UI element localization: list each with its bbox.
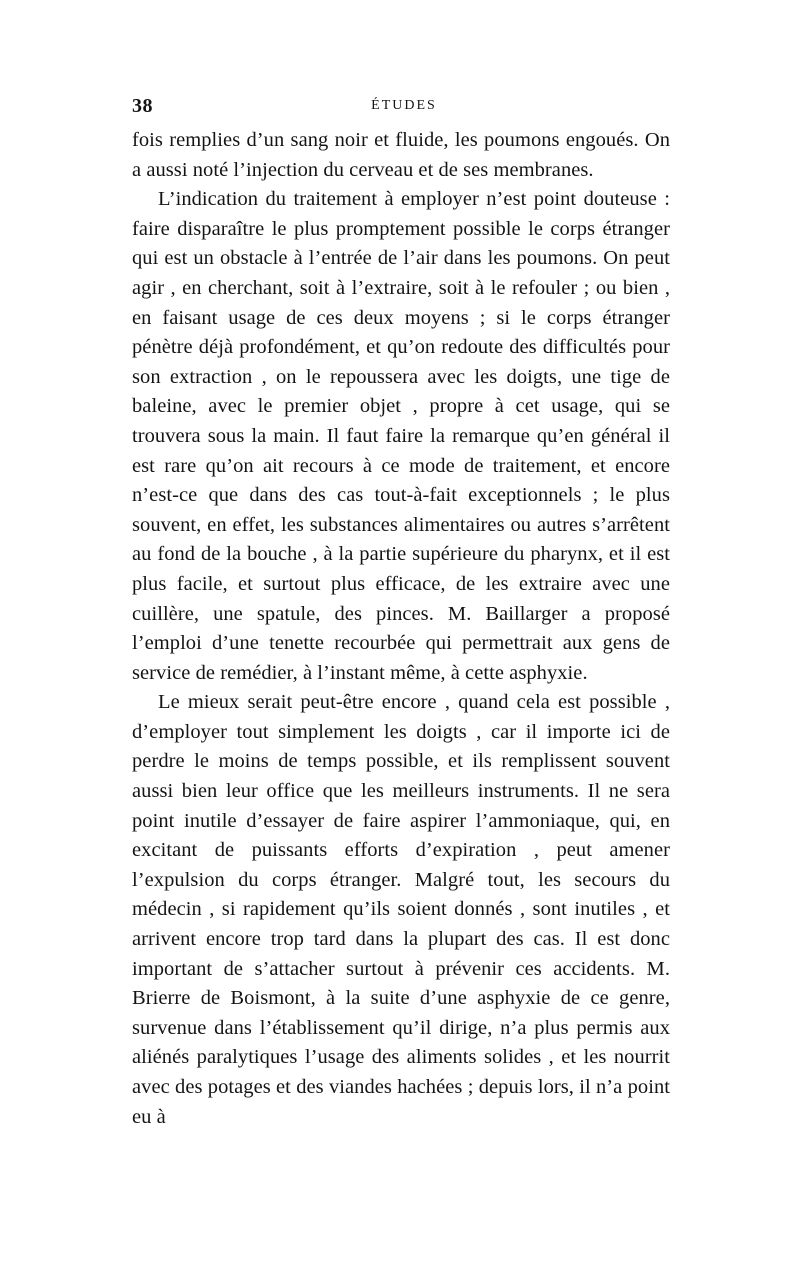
running-title: ÉTUDES xyxy=(371,98,437,113)
paragraph-treatment: L’indication du traitement à employer n’est point douteuse : faire disparaître le plus promptement possible le corps étranger qui est un obstacle à l’entrée de l’air dans les poumons. On peut agir , en cherchant, soit à l’extraire, soit à le refouler ; ou bien , en faisant usage de ces deux moyens ; si le corps étranger pénètre déjà profondément, et qu’on redoute des difficultés pour son extraction , on le repoussera avec les doigts, une tige de baleine, avec le premier objet , propre à cet usage, qui se trouvera sous la main. Il faut faire la remarque qu’en général il est rare qu’on ait recours à ce mode de traitement, et encore n’est-ce que dans des cas tout-à-fait exceptionnels ; le plus souvent, en effet, les substances alimentaires ou autres s’arrêtent au fond de la bouche , à la partie supérieure du pharynx, et il est plus facile, et surtout plus efficace, de les extraire avec une cuillère, une spatule, des pinces. M. Baillarger a proposé l’emploi d’une tenette recourbée qui permettrait aux gens de service de remédier, à l’instant même, à cette asphyxie. xyxy=(132,188,670,684)
body-text xyxy=(132,126,670,1132)
running-head xyxy=(132,92,676,120)
page-number: 38 xyxy=(132,95,153,117)
paragraph-continuation: fois remplies d’un sang noir et fluide, les poumons engoués. On a aussi noté l’injection du cerveau et de ses membranes. xyxy=(132,129,670,181)
paragraph-prevention: Le mieux serait peut-être encore , quand cela est possible , d’employer tout simplement les doigts , car il importe ici de perdre le moins de temps possible, et ils remplissent souvent aussi bien leur office que les meilleurs instruments. Il ne sera point inutile d’essayer de faire aspirer l’ammoniaque, qui, en excitant de puissants efforts d’expiration , peut amener l’expulsion du corps étranger. Malgré tout, les secours du médecin , si rapidement qu’ils soient donnés , sont inutiles , et arrivent encore trop tard dans la plupart des cas. Il est donc important de s’attacher surtout à prévenir ces accidents. M. Brierre de Boismont, à la suite d’une asphyxie de ce genre, survenue dans l’établissement qu’il dirige, n’a plus permis aux aliénés paralytiques l’usage des aliments solides , et les nourrit avec des potages et des viandes hachées ; depuis lors, il n’a point eu à xyxy=(132,691,670,1128)
